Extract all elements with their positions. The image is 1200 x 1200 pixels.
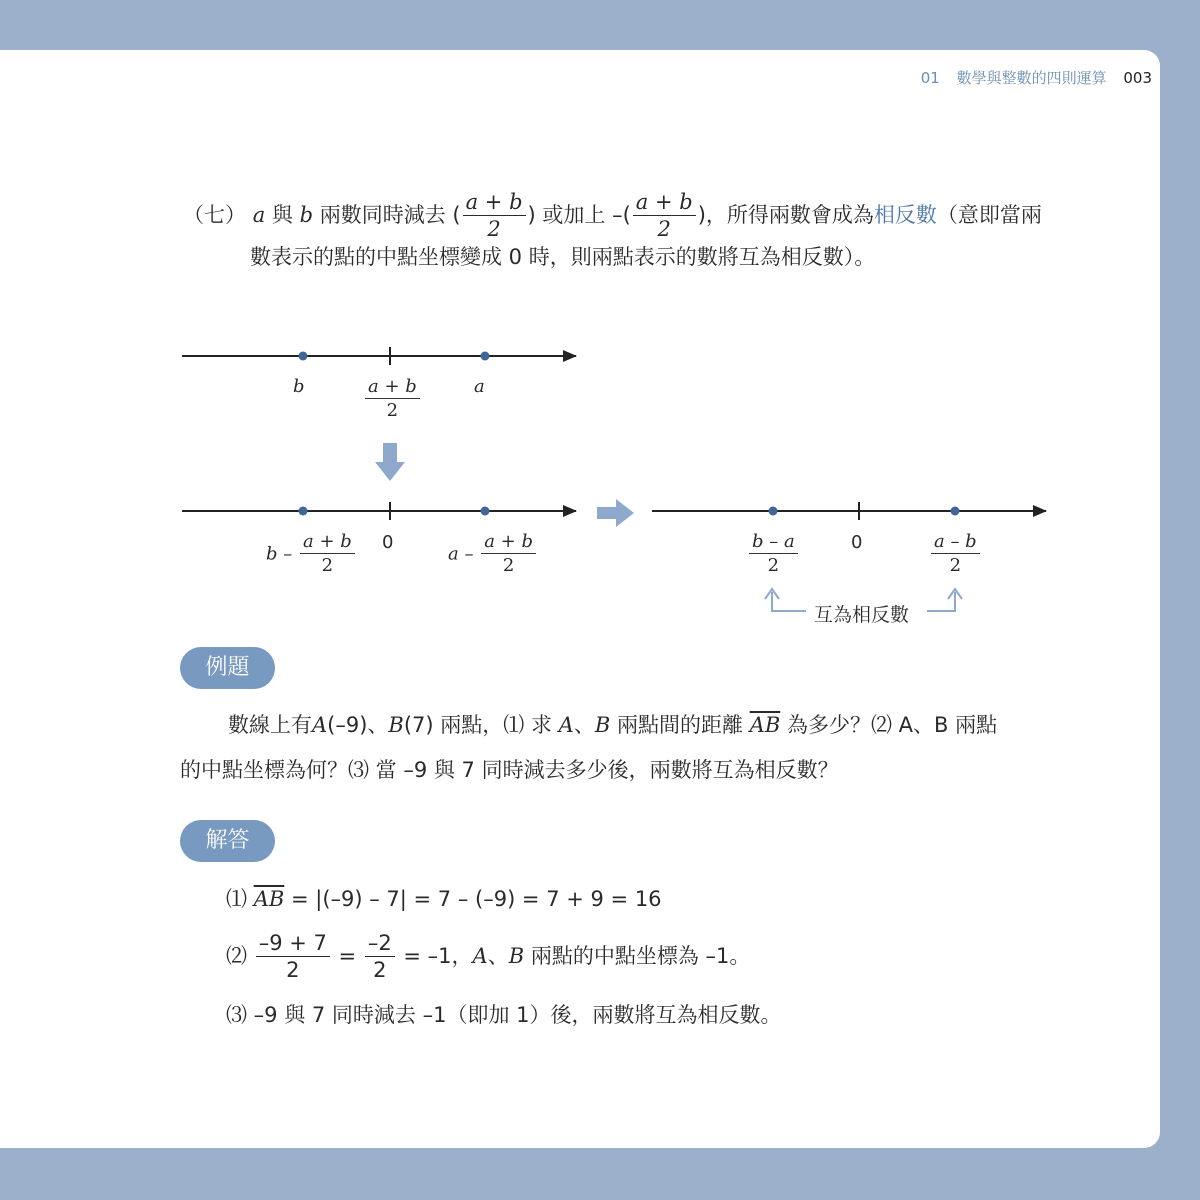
text-and: 與 <box>271 203 293 227</box>
label-fraction <box>300 533 355 575</box>
point-B-value: (7) <box>403 713 434 737</box>
rule-line-2: 數表示的點的中點坐標變成 0 時，則兩點表示的數將互為相反數）。 <box>250 245 876 269</box>
answer-label: ⑵ <box>226 944 247 968</box>
segment-AB: $\overline{AB}$ <box>749 713 781 737</box>
point-B: B <box>388 713 404 737</box>
answer-label: ⑴ <box>226 887 247 911</box>
label-a-minus-b <box>929 533 982 575</box>
fraction-denominator: 2 <box>949 555 962 576</box>
point-A: A <box>312 713 328 737</box>
point-a-minus-b <box>951 507 960 516</box>
point-shifted-a <box>481 507 490 516</box>
var-a: a <box>252 203 266 227</box>
opposite-caption: 互為相反數 <box>814 604 910 626</box>
midpoint-fraction <box>365 378 420 420</box>
separator: 、 <box>367 713 389 737</box>
label-b-shift <box>266 533 357 575</box>
segment-AB: $\overline{AB}$ <box>253 887 285 911</box>
label-fraction <box>749 533 798 575</box>
answer-1-equation: = |(–9) – 7| = 7 – (–9) = 7 + 9 = 16 <box>284 887 662 911</box>
fraction-denominator: 2 <box>321 555 334 576</box>
label-midpoint <box>363 378 422 420</box>
separator: 、 <box>573 713 595 737</box>
label-prefix: b – <box>266 543 293 565</box>
label-a: a <box>474 376 485 397</box>
chapter-title: 數學與整數的四則運算 <box>956 69 1107 87</box>
answer-3: ⑶ –9 與 7 同時減去 –1（即加 1）後，兩數將互為相反數。 <box>226 1003 782 1027</box>
example-text: 兩點，⑴ 求 <box>440 713 552 737</box>
rule-text-2: ) 或加上 –( <box>527 203 631 227</box>
fraction-numerator: a + b <box>463 192 526 216</box>
point-B: B <box>508 944 525 968</box>
fraction-numerator: –9 + 7 <box>256 933 330 957</box>
example-line-2: 的中點坐標為何？⑶ 當 –9 與 7 同時減去多少後，兩數將互為相反數？ <box>180 758 839 782</box>
label-b-minus-a <box>747 533 800 575</box>
point-shifted-b <box>299 507 308 516</box>
rule-text-4: （意即當兩 <box>936 203 1042 227</box>
rule-number: （七） <box>183 203 246 227</box>
fraction-denominator: 2 <box>487 217 501 241</box>
fraction-denominator: 2 <box>286 958 300 982</box>
fraction-numerator: a + b <box>300 533 355 554</box>
label-b: b <box>293 376 305 397</box>
separator: 、 <box>487 944 509 968</box>
label-fraction <box>931 533 980 575</box>
point-a <box>481 352 490 361</box>
example-line-1 <box>228 710 997 740</box>
rule-text-1: 兩數同時減去 ( <box>319 203 461 227</box>
fraction-denominator: 2 <box>657 217 671 241</box>
answer-badge: 解答 <box>180 820 275 862</box>
fraction-numerator: b – a <box>749 533 798 554</box>
var-b: b <box>299 203 314 227</box>
point-A-value: (–9) <box>327 713 368 737</box>
fraction-numerator: a + b <box>633 192 696 216</box>
answer-2-text: = –1， <box>403 944 473 968</box>
label-zero-right: 0 <box>851 532 863 553</box>
highlight-term: 相反數 <box>873 203 937 227</box>
example-text: 兩點間的距離 <box>616 713 743 737</box>
fraction-result <box>365 933 395 981</box>
point-A: A <box>472 944 488 968</box>
fraction-numerator: a + b <box>481 533 536 554</box>
rule-text-3: )，所得兩數會成為 <box>697 203 874 227</box>
fraction-denominator: 2 <box>386 400 399 421</box>
fraction-numerator: a – b <box>931 533 980 554</box>
example-text: 數線上有 <box>228 713 312 737</box>
fraction-numerator: a + b <box>365 378 420 399</box>
point-A: A <box>558 713 574 737</box>
down-arrow-icon <box>375 443 405 481</box>
point-b <box>299 352 308 361</box>
point-B: B <box>594 713 611 737</box>
fraction-numerator: –2 <box>365 933 395 957</box>
label-a-shift <box>448 533 538 575</box>
fraction-denominator: 2 <box>373 958 387 982</box>
fraction-denominator: 2 <box>767 555 780 576</box>
example-text: 為多少？⑵ A、B 兩點 <box>786 713 998 737</box>
fraction-sum <box>256 933 330 981</box>
answer-2-rest: 兩點的中點坐標為 –1。 <box>524 944 751 968</box>
answer-1 <box>226 884 662 914</box>
example-badge: 例題 <box>180 647 275 689</box>
right-arrow-icon <box>597 499 634 527</box>
equals-sign: = <box>338 944 357 968</box>
page-number: 003 <box>1123 69 1152 87</box>
point-b-minus-a <box>769 507 778 516</box>
chapter-number: 01 <box>920 69 940 87</box>
label-fraction <box>481 533 536 575</box>
label-zero: 0 <box>382 532 394 553</box>
fraction-denominator: 2 <box>502 555 515 576</box>
label-prefix: a – <box>448 543 474 565</box>
answer-2 <box>226 928 750 984</box>
